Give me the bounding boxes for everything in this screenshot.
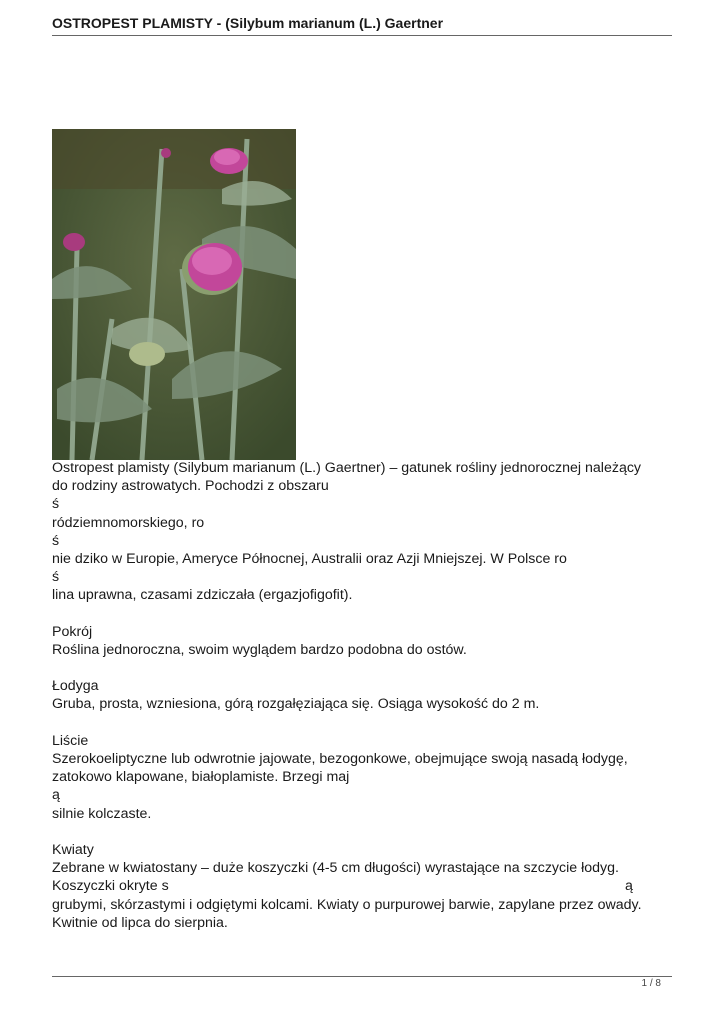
- intro-line: ś: [52, 569, 60, 586]
- intro-line: nie dziko w Europie, Ameryce Północnej, Australii oraz Azji Mniejszej. W Polsce ro: [52, 550, 567, 567]
- section-text-pokroj: Roślina jednoroczna, swoim wyglądem bardzo podobna do ostów.: [52, 641, 467, 658]
- section-text-kwiaty: [52, 877, 674, 895]
- intro-line: ś: [52, 532, 60, 549]
- section-text-liscie: Szerokoeliptyczne lub odwrotnie jajowate, bezogonkowe, obejmujące swoją nasadą łodygę,: [52, 751, 628, 767]
- footer-divider: [52, 976, 672, 977]
- intro-line: do rodziny astrowatych. Pochodzi z obszaru: [52, 478, 329, 495]
- section-heading-kwiaty: Kwiaty: [52, 841, 94, 858]
- article-body: [52, 459, 674, 932]
- milk-thistle-photo: [52, 129, 296, 460]
- section-heading-pokroj: Pokrój: [52, 623, 93, 640]
- intro-line: ródziemnomorskiego, ro: [52, 514, 205, 531]
- section-text-kwiaty: Kwitnie od lipca do sierpnia.: [52, 914, 228, 931]
- page-number: 1 / 8: [641, 978, 661, 989]
- section-text-liscie: zatokowo klapowane, białoplamiste. Brzegi maj: [52, 769, 350, 786]
- page-title: OSTROPEST PLAMISTY - (Silybum marianum (L.) Gaertner: [52, 15, 444, 31]
- section-text-kwiaty: grubymi, skórzastymi i odgiętymi kolcami. Kwiaty o purpurowej barwie, zapylane przez owady.: [52, 896, 642, 913]
- intro-line: Ostropest plamisty (Silybum marianum (L.) Gaertner) – gatunek rośliny jednorocznej należący: [52, 460, 642, 476]
- kwiaty-line-start: Koszyczki okryte s: [52, 878, 169, 895]
- section-text-kwiaty: Zebrane w kwiatostany – duże koszyczki (4-5 cm długości) wyrastające na szczycie łodyg.: [52, 860, 619, 877]
- section-text-liscie: ą: [52, 787, 60, 804]
- section-heading-liscie: Liście: [52, 732, 89, 749]
- intro-line: ś: [52, 496, 60, 513]
- header-divider: [52, 35, 672, 36]
- section-text-liscie: silnie kolczaste.: [52, 805, 152, 822]
- kwiaty-line-char: ą: [625, 878, 633, 895]
- section-text-lodyga: Gruba, prosta, wzniesiona, górą rozgałęziająca się. Osiąga wysokość do 2 m.: [52, 696, 540, 713]
- section-heading-lodyga: Łodyga: [52, 678, 99, 695]
- intro-line: lina uprawna, czasami zdziczała (ergazjofigofit).: [52, 587, 353, 604]
